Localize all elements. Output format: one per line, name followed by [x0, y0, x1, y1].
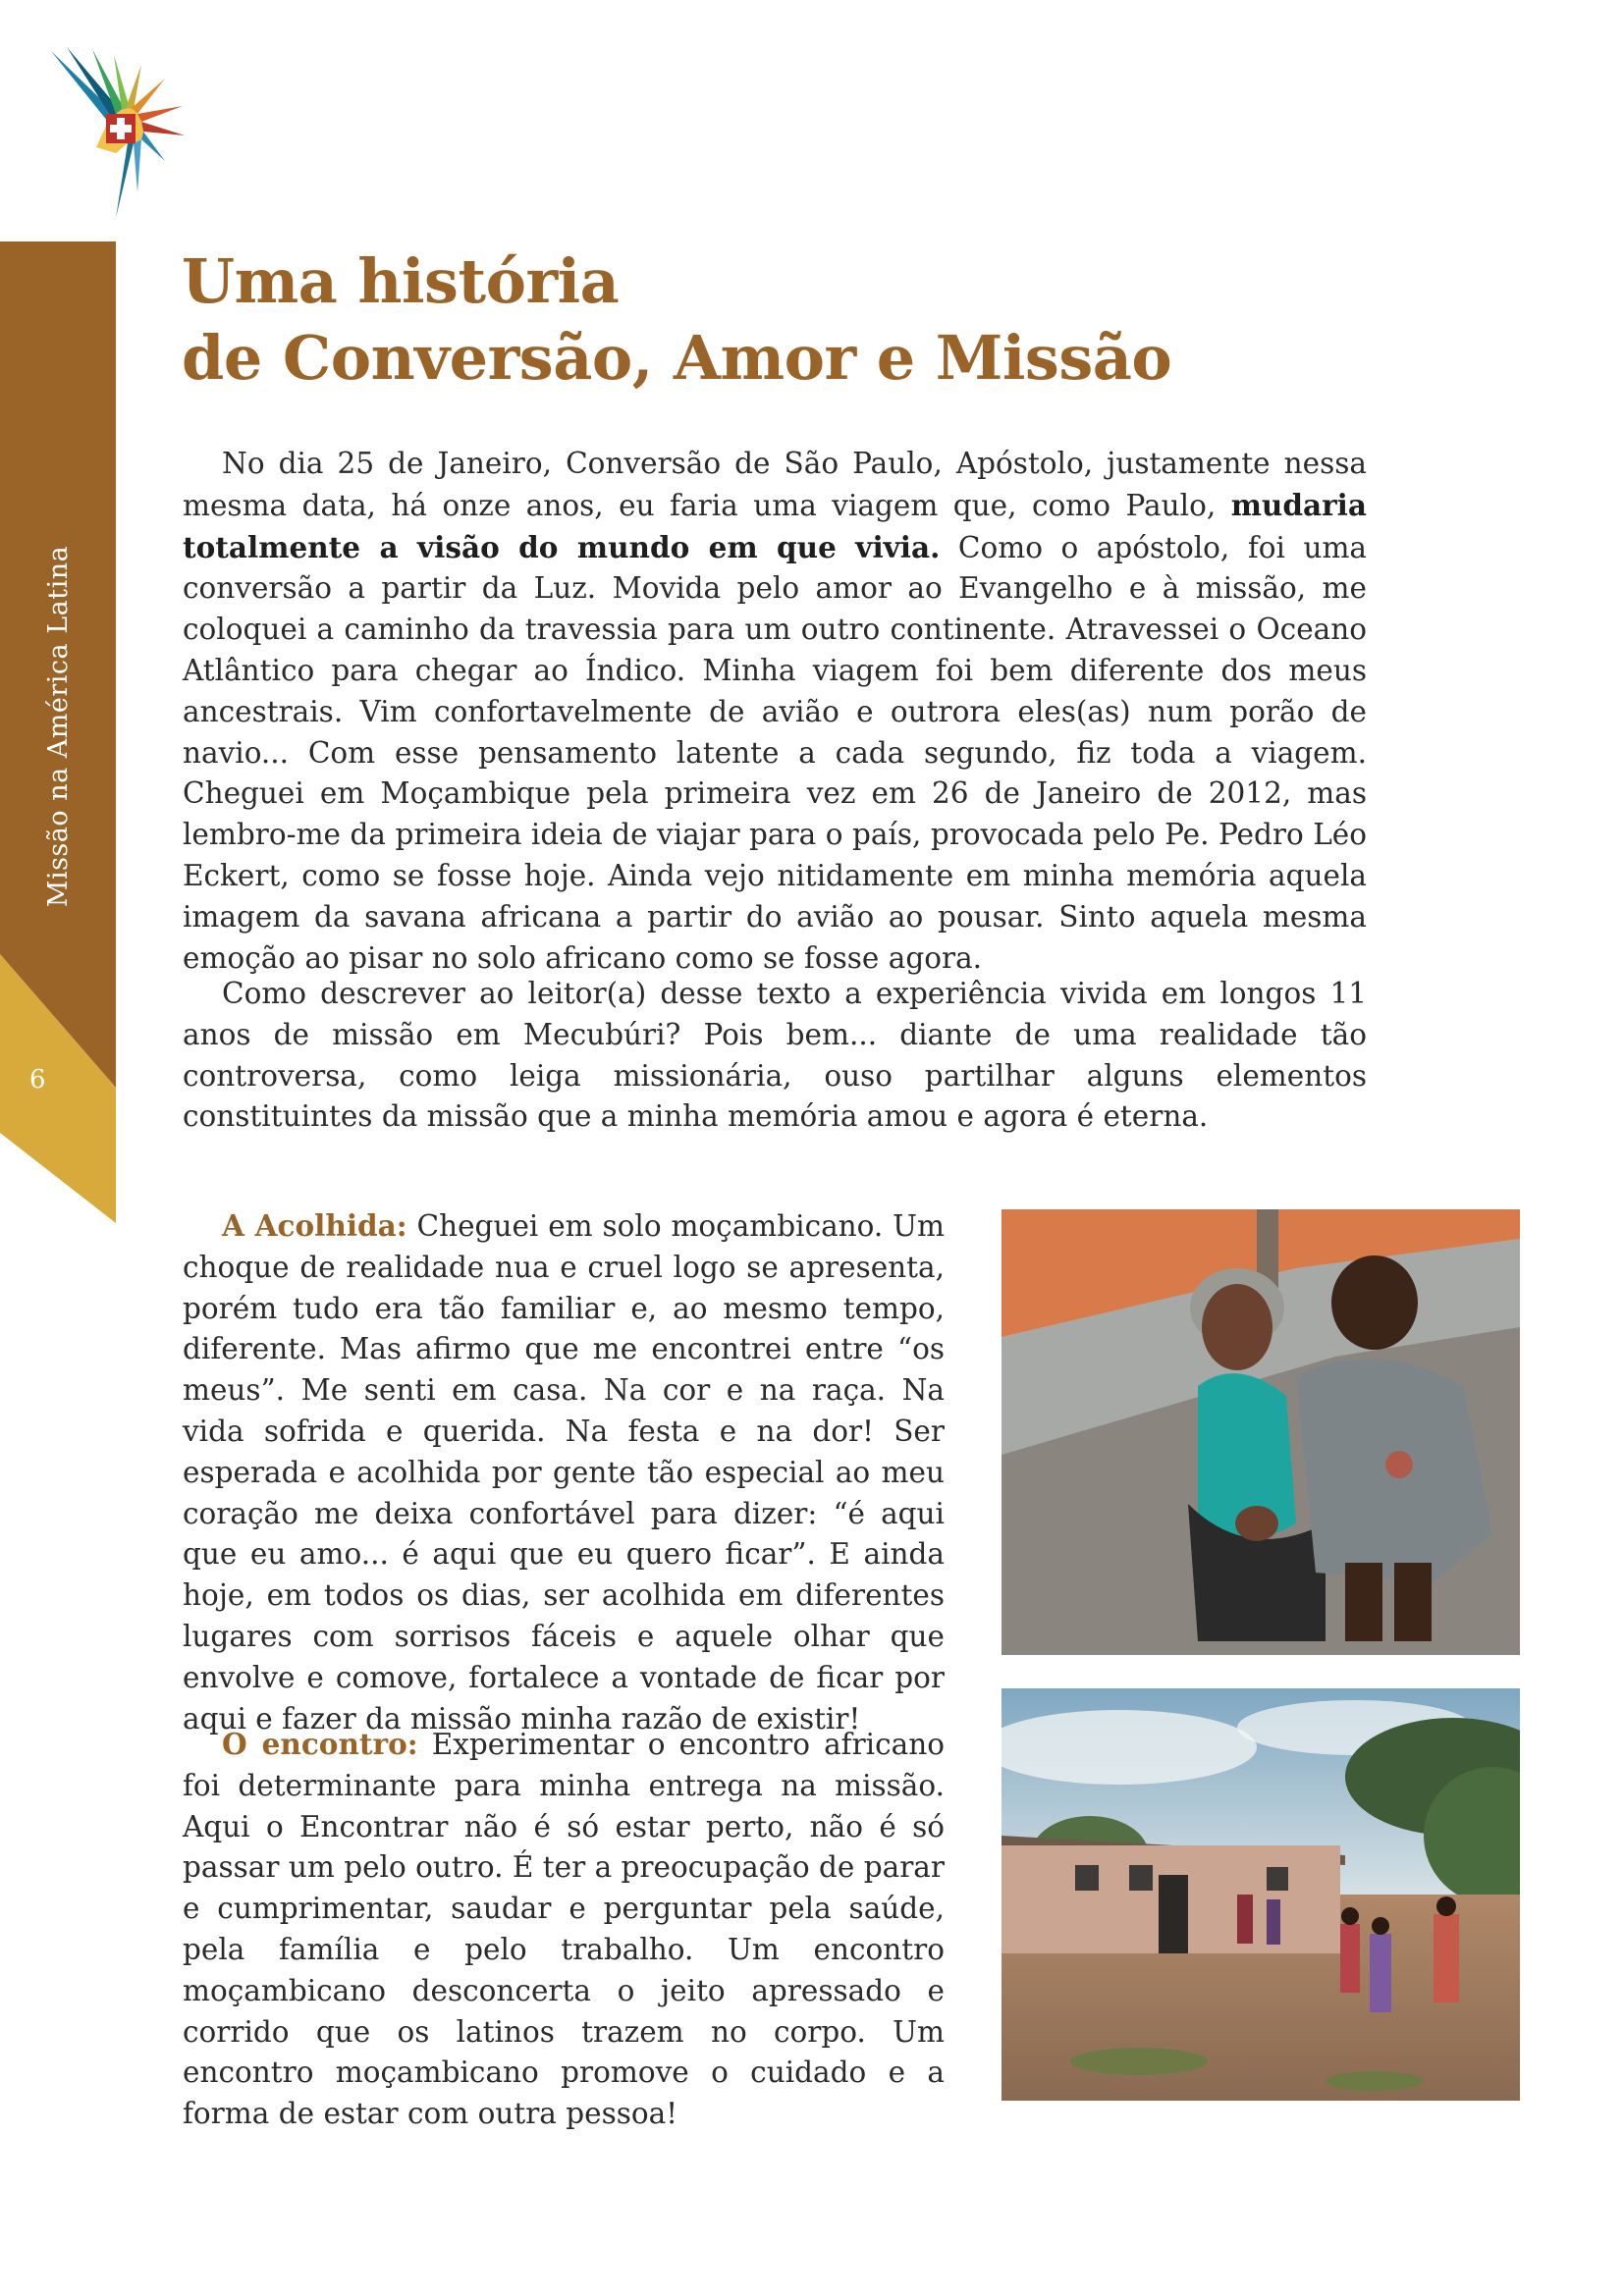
article-title [182, 243, 1419, 397]
village-school-photo-icon [1001, 1688, 1520, 2101]
photo-woman-and-child [1001, 1209, 1520, 1655]
section-acolhida [183, 1205, 945, 1739]
section-side-label: Missão na América Latina [42, 545, 74, 908]
south-america-cross-logo-icon [47, 45, 190, 220]
title-line-1: Uma história [182, 245, 620, 317]
section-encontro [183, 1724, 945, 2135]
acolhida-lead: A Acolhida: [222, 1208, 407, 1243]
intro-1-text-a: No dia 25 de Janeiro, Conversão de São Paulo, Apóstolo, justamente nessa mesma data, há onze anos, eu faria uma viagem que, como Paulo, [183, 447, 1367, 522]
logo [47, 45, 190, 220]
title-line-2: de Conversão, Amor e Missão [182, 322, 1172, 394]
encontro-lead: O encontro: [222, 1727, 418, 1761]
photo-village-school [1001, 1688, 1520, 2101]
encontro-text: Experimentar o encontro africano foi determinante para minha entrega na missão. Aqui o Encontrar não é só estar perto, não é só passar um pelo outro. É ter a preocupação de parar e cumprimentar, saudar e perguntar pela saúde, pela família e pelo trabalho. Um encontro moçambicano desconcerta o jeito apressado e corrido que os latinos trazem no corpo. Um encontro moçambicano promove o cuidado e a forma de estar com outra pessoa! [183, 1728, 945, 2131]
acolhida-text: Cheguei em solo moçambicano. Um choque de realidade nua e cruel logo se apresenta, porém tudo era tão familiar e, ao mesmo tempo, diferente. Mas afirmo que me encontrei entre “os meus”. Me senti em casa. Na cor e na raça. Na vida sofrida e querida. Na festa e na dor! Ser esperada e acolhida por gente tão especial ao meu coração me deixa confortável para dizer: “é aqui que eu amo... é aqui que eu quero ficar”. E ainda hoje, em todos os dias, ser acolhida em diferentes lugares com sorrisos fáceis e aquele olhar que envolve e comove, fortalece a vontade de ficar por aqui e fazer da missão minha razão de existir! [183, 1209, 945, 1735]
intro-paragraph-1 [183, 444, 1367, 979]
intro-1-bold-text: mudaria totalmente a visão do mundo em que vivia. [183, 487, 1367, 564]
woman-and-child-photo-icon [1001, 1209, 1520, 1655]
intro-paragraph-2: Como descrever ao leitor(a) desse texto a experiência vivida em longos 11 anos de missão em Mecubúri? Pois bem... diante de uma realidade tão controversa, como leiga missionária, ouso partilhar alguns elementos constituintes da missão que a minha memória amou e agora é eterna. [183, 977, 1367, 1134]
intro-1-text-b: Como o apóstolo, foi uma conversão a partir da Luz. Movida pelo amor ao Evangelho e à missão, me coloquei a caminho da travessia para um outro continente. Atravessei o Oceano Atlântico para chegar ao Índico. Minha viagem foi bem diferente dos meus ancestrais. Vim confortavelmente de avião e outrora eles(as) num porão de navio... Com esse pensamento latente a cada segundo, fiz toda a viagem. Cheguei em Moçambique pela primeira vez em 26 de Janeiro de 2012, mas lembro-me da primeira ideia de viajar para o país, provocada pelo Pe. Pedro Léo Eckert, como se fosse hoje. Ainda vejo nitidamente em minha memória aquela imagem da savana africana a partir do avião ao pousar. Sinto aquela mesma emoção ao pisar no solo africano como se fosse agora. [183, 530, 1367, 975]
page-number: 6 [29, 1065, 46, 1095]
